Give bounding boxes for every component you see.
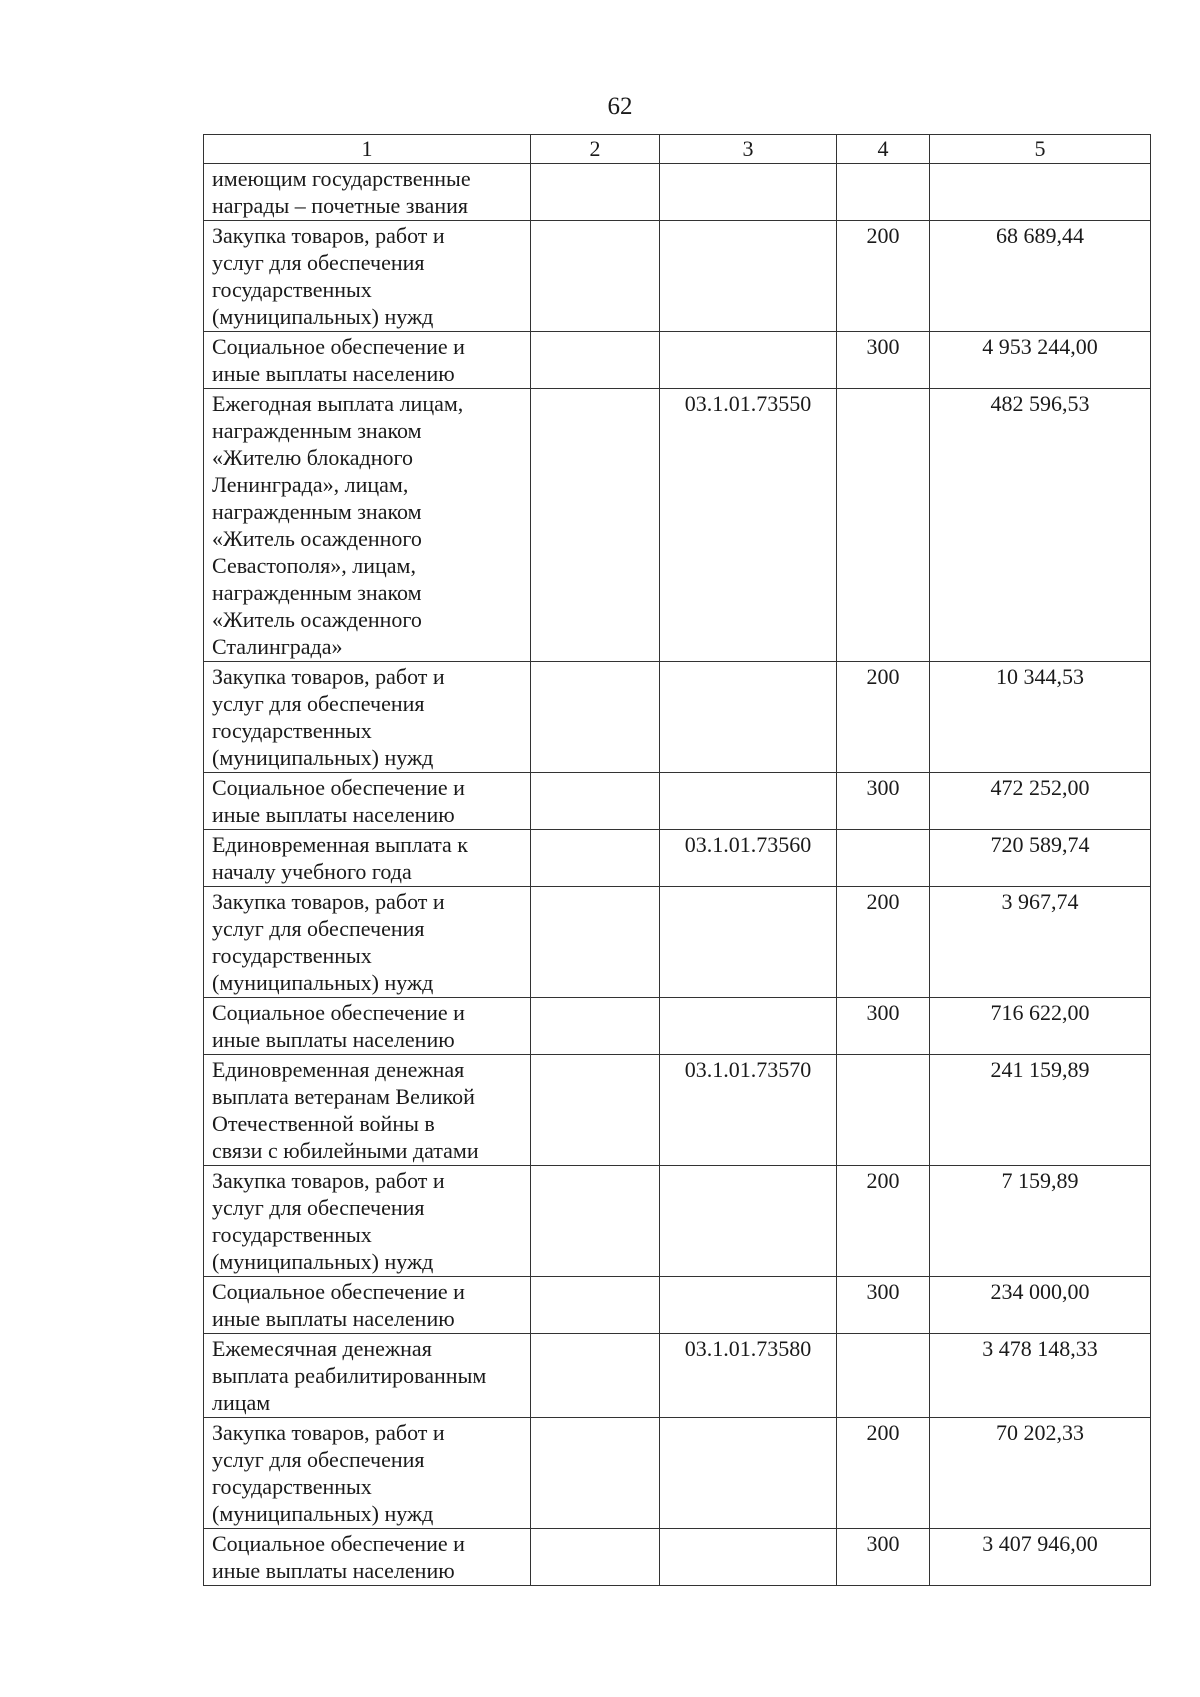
table-row (204, 164, 1151, 221)
row-name: имеющим государственные награды – почетные звания (204, 164, 531, 221)
row-name: Закупка товаров, работ и услуг для обеспечения государственных (муниципальных) нужд (204, 662, 531, 773)
row-target-code (660, 1529, 837, 1586)
budget-table (203, 134, 1151, 1586)
row-amount: 68 689,44 (930, 221, 1151, 332)
header-row (204, 135, 1151, 164)
row-expense-kind: 200 (837, 887, 930, 998)
row-col2 (531, 998, 660, 1055)
table-row (204, 1277, 1151, 1334)
row-col2 (531, 1277, 660, 1334)
row-amount: 3 407 946,00 (930, 1529, 1151, 1586)
table-row (204, 389, 1151, 662)
row-name: Закупка товаров, работ и услуг для обеспечения государственных (муниципальных) нужд (204, 1166, 531, 1277)
row-amount: 10 344,53 (930, 662, 1151, 773)
column-header-5: 5 (930, 135, 1151, 164)
row-expense-kind: 200 (837, 221, 930, 332)
row-col2 (531, 221, 660, 332)
row-amount: 70 202,33 (930, 1418, 1151, 1529)
row-name: Закупка товаров, работ и услуг для обеспечения государственных (муниципальных) нужд (204, 221, 531, 332)
row-col2 (531, 1166, 660, 1277)
row-amount: 472 252,00 (930, 773, 1151, 830)
table-row (204, 887, 1151, 998)
table-row (204, 1418, 1151, 1529)
row-target-code: 03.1.01.73550 (660, 389, 837, 662)
row-amount: 716 622,00 (930, 998, 1151, 1055)
row-expense-kind (837, 164, 930, 221)
table-row (204, 221, 1151, 332)
table-row (204, 1529, 1151, 1586)
row-target-code (660, 887, 837, 998)
row-col2 (531, 389, 660, 662)
row-expense-kind: 200 (837, 662, 930, 773)
table-header (204, 135, 1151, 164)
row-expense-kind: 300 (837, 773, 930, 830)
row-target-code (660, 1418, 837, 1529)
row-expense-kind: 300 (837, 998, 930, 1055)
row-amount (930, 164, 1151, 221)
row-expense-kind: 300 (837, 332, 930, 389)
row-target-code (660, 221, 837, 332)
row-expense-kind: 300 (837, 1277, 930, 1334)
row-amount: 7 159,89 (930, 1166, 1151, 1277)
table-body (204, 164, 1151, 1586)
row-target-code (660, 998, 837, 1055)
row-name: Социальное обеспечение и иные выплаты населению (204, 1529, 531, 1586)
row-expense-kind (837, 389, 930, 662)
row-expense-kind (837, 1055, 930, 1166)
row-col2 (531, 1418, 660, 1529)
column-header-1: 1 (204, 135, 531, 164)
row-target-code: 03.1.01.73560 (660, 830, 837, 887)
page-number: 62 (607, 93, 633, 120)
row-name: Социальное обеспечение и иные выплаты населению (204, 1277, 531, 1334)
row-name: Единовременная денежная выплата ветеранам Великой Отечественной войны в связи с юбилейными датами (204, 1055, 531, 1166)
row-target-code (660, 164, 837, 221)
row-expense-kind (837, 830, 930, 887)
table-row (204, 332, 1151, 389)
row-target-code: 03.1.01.73570 (660, 1055, 837, 1166)
row-target-code (660, 773, 837, 830)
row-col2 (531, 332, 660, 389)
row-amount: 720 589,74 (930, 830, 1151, 887)
row-target-code: 03.1.01.73580 (660, 1334, 837, 1418)
row-col2 (531, 1055, 660, 1166)
table-row (204, 662, 1151, 773)
row-amount: 3 478 148,33 (930, 1334, 1151, 1418)
row-target-code (660, 332, 837, 389)
table-row (204, 1055, 1151, 1166)
table-row (204, 998, 1151, 1055)
row-col2 (531, 164, 660, 221)
row-col2 (531, 830, 660, 887)
row-name: Социальное обеспечение и иные выплаты населению (204, 773, 531, 830)
row-col2 (531, 1334, 660, 1418)
row-name: Ежегодная выплата лицам, награжденным знаком «Жителю блокадного Ленинграда», лицам, награжденным знаком «Житель осажденного Севастополя», лицам, награжденным знаком «Житель осажденного Сталинграда» (204, 389, 531, 662)
row-name: Ежемесячная денежная выплата реабилитированным лицам (204, 1334, 531, 1418)
row-name: Закупка товаров, работ и услуг для обеспечения государственных (муниципальных) нужд (204, 887, 531, 998)
column-header-3: 3 (660, 135, 837, 164)
table-row (204, 1334, 1151, 1418)
row-col2 (531, 662, 660, 773)
row-expense-kind (837, 1334, 930, 1418)
row-amount: 234 000,00 (930, 1277, 1151, 1334)
table-row (204, 830, 1151, 887)
table-row (204, 1166, 1151, 1277)
column-header-4: 4 (837, 135, 930, 164)
row-expense-kind: 300 (837, 1529, 930, 1586)
row-name: Социальное обеспечение и иные выплаты населению (204, 332, 531, 389)
row-target-code (660, 662, 837, 773)
row-amount: 4 953 244,00 (930, 332, 1151, 389)
table-row (204, 773, 1151, 830)
row-name: Социальное обеспечение и иные выплаты населению (204, 998, 531, 1055)
column-header-2: 2 (531, 135, 660, 164)
row-amount: 482 596,53 (930, 389, 1151, 662)
row-col2 (531, 1529, 660, 1586)
row-target-code (660, 1277, 837, 1334)
row-target-code (660, 1166, 837, 1277)
row-col2 (531, 887, 660, 998)
row-col2 (531, 773, 660, 830)
row-amount: 241 159,89 (930, 1055, 1151, 1166)
row-name: Единовременная выплата к началу учебного года (204, 830, 531, 887)
row-expense-kind: 200 (837, 1166, 930, 1277)
row-name: Закупка товаров, работ и услуг для обеспечения государственных (муниципальных) нужд (204, 1418, 531, 1529)
row-expense-kind: 200 (837, 1418, 930, 1529)
row-amount: 3 967,74 (930, 887, 1151, 998)
